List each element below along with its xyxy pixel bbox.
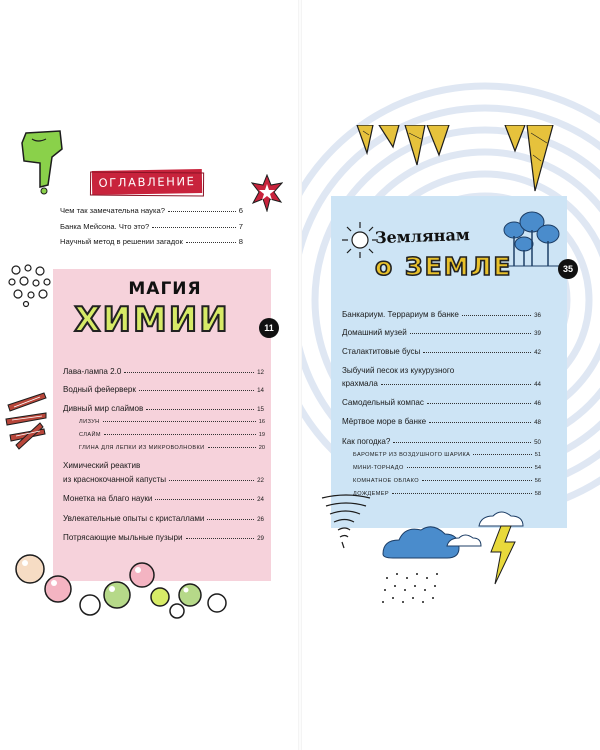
entry-title: крахмала — [342, 379, 378, 388]
entry-title: ДОЖДЕМЕР — [353, 491, 390, 497]
entry-title: СЛАЙМ — [79, 432, 101, 438]
earth-subentry-mini-tornado[interactable] — [353, 465, 541, 471]
entry-page: 15 — [257, 406, 264, 413]
entry-page: 6 — [238, 206, 243, 215]
gumballs-illustration — [12, 545, 237, 620]
entry-page: 44 — [534, 381, 541, 388]
book-spine — [298, 0, 302, 750]
chem-entry-water-fireworks[interactable] — [63, 385, 264, 394]
dot-leader — [422, 479, 532, 481]
dot-leader — [473, 453, 531, 455]
entry-page: 36 — [534, 312, 541, 319]
entry-page: 51 — [534, 452, 541, 458]
badge-number: 35 — [562, 264, 573, 274]
rain-clouds-lightning-illustration — [375, 508, 575, 613]
tornado-illustration — [318, 492, 374, 550]
chem-entry-cabbage-indicator-line2[interactable] — [63, 475, 264, 484]
entry-title: Самодельный компас — [342, 398, 424, 407]
dot-leader — [407, 466, 532, 468]
dot-leader — [423, 351, 531, 353]
entry-title: Зыбучий песок из кукурузного — [342, 366, 455, 375]
entry-page: 50 — [534, 439, 541, 446]
dot-leader — [155, 498, 254, 500]
earth-entry-compass[interactable] — [342, 398, 541, 407]
earth-entry-quicksand-line2[interactable] — [342, 379, 541, 388]
earth-entry-stalactite-beads[interactable] — [342, 347, 541, 356]
entry-title: Химический реактив — [63, 461, 141, 470]
stalactites-illustration — [355, 125, 555, 197]
entry-title: Дивный мир слаймов — [63, 404, 144, 413]
dot-leader — [168, 210, 236, 212]
dot-leader — [208, 446, 256, 448]
earth-heading-top: Землянам — [374, 224, 471, 248]
entry-page: 14 — [257, 387, 264, 394]
dot-leader — [139, 389, 254, 391]
chemistry-start-page-badge — [259, 318, 279, 338]
entry-page: 20 — [258, 445, 265, 451]
entry-title: Как погодка? — [342, 437, 391, 446]
dot-leader — [410, 332, 531, 334]
entry-title: Чем так замечательна наука? — [60, 206, 165, 215]
entry-title: Потрясающие мыльные пузыри — [63, 533, 183, 542]
earth-subentry-indoor-cloud[interactable] — [353, 478, 541, 484]
chem-subentry-lizun[interactable] — [79, 419, 265, 425]
entry-page: 7 — [238, 222, 243, 231]
chem-entry-crystals[interactable] — [63, 514, 264, 523]
chem-entry-coin[interactable] — [63, 494, 264, 503]
entry-title: Банкариум. Террариум в банке — [342, 310, 459, 319]
earth-entry-bankarium[interactable] — [342, 310, 541, 319]
chem-entry-slimes[interactable] — [63, 404, 264, 413]
chemistry-heading-top: МАГИЯ — [128, 279, 202, 299]
entry-title: Монетка на благо науки — [63, 494, 153, 503]
entry-page: 22 — [257, 477, 264, 484]
crystal-sticks-illustration — [4, 385, 50, 453]
intro-entry-1[interactable] — [60, 206, 243, 215]
dot-leader — [392, 492, 532, 494]
dot-leader — [103, 420, 256, 422]
entry-title: Водный фейерверк — [63, 385, 136, 394]
entry-page: 48 — [534, 419, 541, 426]
entry-title: Лава-лампа 2.0 — [63, 367, 122, 376]
toc-title: ОГЛАВЛЕНИЕ — [98, 174, 196, 190]
dot-leader — [207, 518, 254, 520]
sun-icon — [340, 220, 380, 260]
entry-page: 42 — [534, 349, 541, 356]
dot-leader — [146, 408, 254, 410]
earth-entry-quicksand-line1[interactable] — [342, 366, 541, 375]
entry-page: 12 — [257, 369, 264, 376]
earth-subentry-rain-gauge[interactable] — [353, 491, 541, 497]
entry-page: 29 — [257, 535, 264, 542]
entry-title: из краснокочанной капусты — [63, 475, 167, 484]
dot-leader — [152, 226, 236, 228]
dot-leader — [169, 479, 254, 481]
dot-leader — [393, 441, 531, 443]
spark-burst-illustration — [251, 174, 283, 212]
chem-entry-soap-bubbles[interactable] — [63, 533, 264, 542]
entry-title: ГЛИНА ДЛЯ ЛЕПКИ ИЗ МИКРОВОЛНОВКИ — [79, 445, 205, 451]
entry-title: Увлекательные опыты с кристаллами — [63, 514, 205, 523]
entry-page: 46 — [534, 400, 541, 407]
dot-leader — [427, 402, 531, 404]
earth-entry-weather[interactable] — [342, 437, 541, 446]
dot-leader — [186, 241, 236, 243]
earth-start-page-badge — [558, 259, 578, 279]
intro-entry-3[interactable] — [60, 237, 243, 246]
badge-number: 11 — [264, 323, 274, 333]
chem-entry-cabbage-indicator-line1[interactable] — [63, 461, 264, 470]
entry-title: Мёртвое море в банке — [342, 417, 427, 426]
earth-entry-home-museum[interactable] — [342, 328, 541, 337]
green-splat-illustration — [18, 127, 68, 197]
chem-entry-lava-lamp[interactable] — [63, 367, 264, 376]
chemistry-heading-bottom: ХИМИИ — [74, 300, 230, 340]
earth-subentry-barometer[interactable] — [353, 452, 541, 458]
entry-page: 56 — [534, 478, 541, 484]
dot-leader — [429, 421, 531, 423]
entry-title: МИНИ-ТОРНАДО — [353, 465, 404, 471]
entry-page: 58 — [534, 491, 541, 497]
entry-page: 16 — [258, 419, 265, 425]
dot-leader — [124, 371, 254, 373]
entry-page: 24 — [257, 496, 264, 503]
entry-page: 54 — [534, 465, 541, 471]
dot-leader — [104, 433, 256, 435]
dot-leader — [381, 383, 531, 385]
entry-title: ЛИЗУН — [79, 419, 100, 425]
entry-title: Научный метод в решении загадок — [60, 237, 183, 246]
entry-title: Банка Мейсона. Что это? — [60, 222, 150, 231]
entry-title: КОМНАТНОЕ ОБЛАКО — [353, 478, 420, 484]
entry-page: 8 — [238, 237, 243, 246]
entry-title: Сталактитовые бусы — [342, 347, 421, 356]
entry-title: БАРОМЕТР ИЗ ВОЗДУШНОГО ШАРИКА — [353, 452, 471, 458]
intro-entry-2[interactable] — [60, 222, 243, 231]
entry-page: 19 — [258, 432, 265, 438]
toc-title-banner — [92, 169, 202, 195]
chem-subentry-slime[interactable] — [79, 432, 265, 438]
small-bubbles-illustration — [4, 262, 54, 308]
earth-entry-dead-sea[interactable] — [342, 417, 541, 426]
entry-title: Домашний музей — [342, 328, 407, 337]
entry-page: 26 — [257, 516, 264, 523]
dot-leader — [462, 314, 531, 316]
earth-heading-bottom: о ЗЕМЛЕ — [375, 252, 513, 281]
dot-leader — [186, 537, 255, 539]
entry-page: 39 — [534, 330, 541, 337]
chem-subentry-microwave-clay[interactable] — [79, 445, 265, 451]
